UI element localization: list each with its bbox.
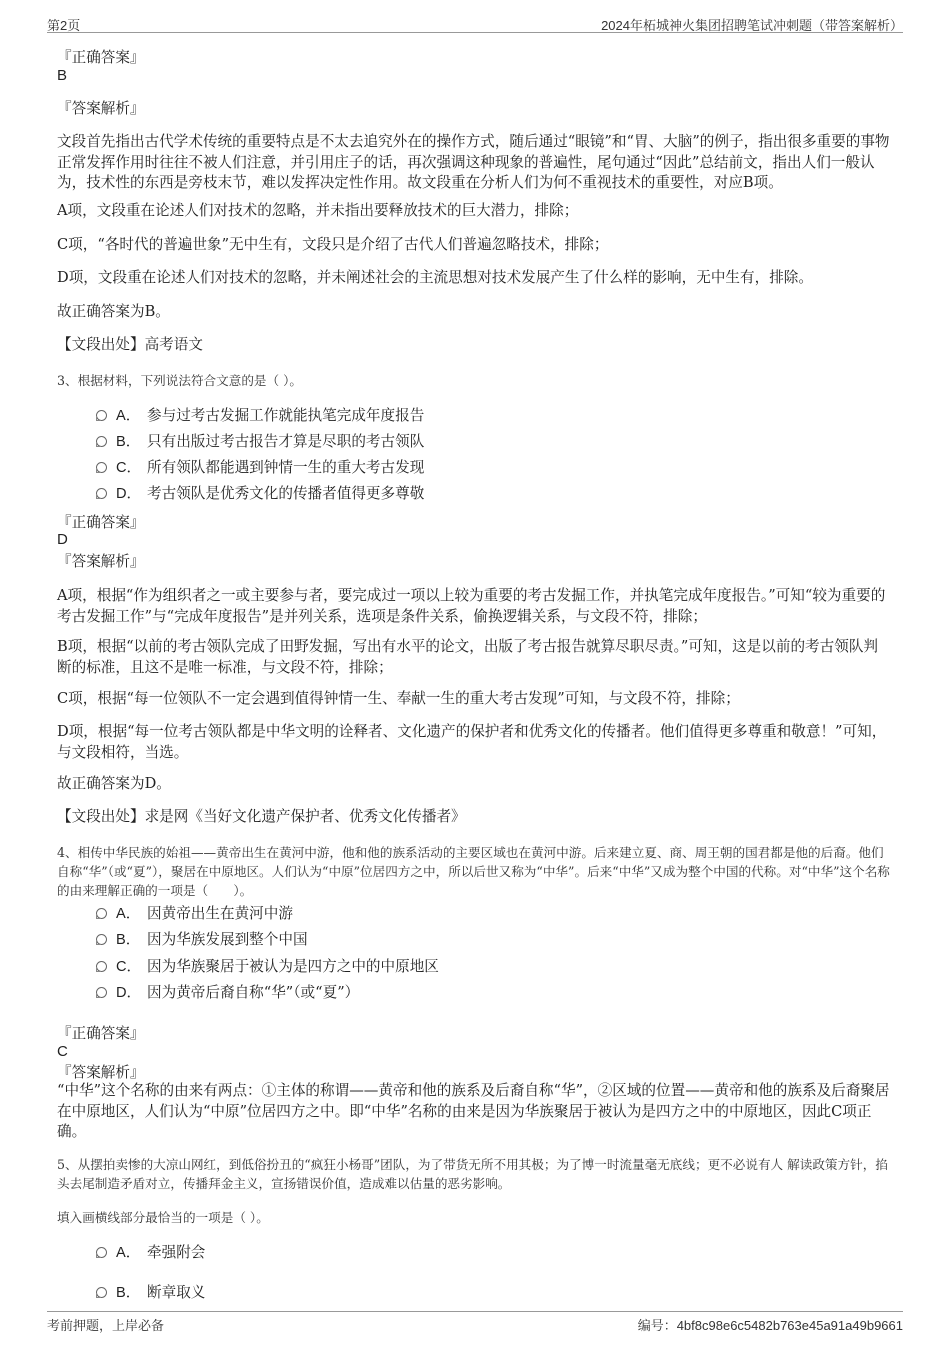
q2-conclusion: 故正确答案为B。 — [57, 303, 170, 320]
q3-analysis-option-d: D项，根据“每一位考古领队都是中华文明的诠释者、文化遗产的保护者和优秀文化的传播者。他们值得更多尊重和敬意！”可知，与文段相符，当选。 — [57, 723, 887, 761]
radio-icon[interactable] — [96, 987, 107, 998]
page-footer — [47, 1311, 903, 1334]
page-header — [47, 12, 903, 33]
q3-analysis-option-c: C项，根据“每一位领队不一定会遇到值得钟情一生、奉献一生的重大考古发现”可知，与文段不符，排除； — [57, 690, 740, 707]
q4-option-a[interactable]: A． 因黄帝出生在黄河中游 — [96, 904, 293, 924]
q5-option-b[interactable]: B． 断章取义 — [96, 1283, 205, 1303]
q2-analysis-option-d: D项，文段重在论述人们对技术的忽略，并未阐述社会的主流思想对技术发展产生了什么样的影响，无中生有，排除。 — [57, 269, 813, 286]
radio-icon[interactable] — [96, 1247, 107, 1258]
q5-option-a[interactable]: A． 牵强附会 — [96, 1243, 205, 1263]
q2-source: 【文段出处】高考语文 — [57, 336, 203, 353]
q4-stem: 4、相传中华民族的始祖——黄帝出生在黄河中游，他和他的族系活动的主要区域也在黄河中游。后来建立夏、商、周王朝的国君都是他的后裔。他们自称“华”（或“夏”），聚居在中原地区。人们认为“中原”位居四方之中，所以后世又称为“中华”。后来“中华”又成为整个中国的代称。对“中华”这个名称的由来理解正确的一项是（ ）。 — [57, 845, 890, 898]
q2-answer: B — [57, 67, 68, 84]
q5-stem: 5、从摆拍卖惨的大凉山网红，到低俗扮丑的“疯狂小杨哥”团队，为了带货无所不用其极；为了博一时流量毫无底线；更不必说有人 解读政策方针，掐头去尾制造矛盾对立，传播拜金主义，宣扬错误价值，造成难以估量的恶劣影响。 — [57, 1157, 888, 1191]
document-code: 编号：4bf8c98e6c5482b763e45a91a49b9661 — [637, 1318, 903, 1333]
radio-icon[interactable] — [96, 1287, 107, 1298]
q3-source: 【文段出处】求是网《当好文化遗产保护者、优秀文化传播者》 — [57, 808, 466, 825]
page-number: 第2页 — [47, 18, 81, 33]
radio-icon[interactable] — [96, 462, 107, 473]
q5-prompt: 填入画横线部分最恰当的一项是（ ）。 — [57, 1210, 269, 1225]
radio-icon[interactable] — [96, 436, 107, 447]
q3-conclusion: 故正确答案为D。 — [57, 775, 171, 792]
q3-option-c[interactable]: C． 所有领队都能遇到钟情一生的重大考古发现 — [96, 458, 424, 478]
q3-option-d[interactable]: D． 考古领队是优秀文化的传播者值得更多尊敬 — [96, 484, 424, 504]
q4-analysis: “中华”这个名称的由来有两点：①主体的称谓——黄帝和他的族系及后裔自称“华”，②区域的位置——黄帝和他的族系及后裔聚居在中原地区，人们认为“中原”位居四方之中。即“中华”名称的由来是因为华族聚居于被认为是四方之中的中原地区，因此C项正确。 — [57, 1082, 890, 1140]
document-title: 2024年柘城神火集团招聘笔试冲刺题（带答案解析） — [601, 18, 903, 33]
q3-analysis-heading: 『答案解析』 — [57, 553, 145, 570]
q3-option-b[interactable]: B． 只有出版过考古报告才算是尽职的考古领队 — [96, 432, 424, 452]
q3-stem: 3、根据材料，下列说法符合文意的是（ ）。 — [57, 373, 302, 388]
q3-option-a[interactable]: A． 参与过考古发掘工作就能执笔完成年度报告 — [96, 406, 424, 426]
radio-icon[interactable] — [96, 488, 107, 499]
q2-analysis-option-a: A项，文段重在论述人们对技术的忽略，并未指出要释放技术的巨大潜力，排除； — [57, 202, 579, 219]
q4-answer-heading: 『正确答案』 — [57, 1025, 145, 1042]
q4-option-c[interactable]: C． 因为华族聚居于被认为是四方之中的中原地区 — [96, 957, 439, 977]
footer-slogan: 考前押题，上岸必备 — [47, 1318, 165, 1333]
q4-option-b[interactable]: B． 因为华族发展到整个中国 — [96, 930, 308, 950]
q3-analysis-option-a: A项，根据“作为组织者之一或主要参与者，要完成过一项以上较为重要的考古发掘工作，并执笔完成年度报告。”可知“较为重要的考古发掘工作”与“完成年度报告”是并列关系，选项是条件关系，偷换逻辑关系，与文段不符，排除； — [57, 587, 886, 625]
q3-answer-heading: 『正确答案』 — [57, 514, 145, 531]
radio-icon[interactable] — [96, 908, 107, 919]
q4-analysis-heading: 『答案解析』 — [57, 1064, 145, 1081]
radio-icon[interactable] — [96, 961, 107, 972]
q3-answer: D — [57, 531, 68, 548]
q4-answer: C — [57, 1043, 68, 1060]
q2-analysis-option-c: C项，“各时代的普遍世象”无中生有，文段只是介绍了古代人们普遍忽略技术，排除； — [57, 236, 609, 253]
q4-option-d[interactable]: D． 因为黄帝后裔自称“华”（或“夏”） — [96, 983, 359, 1003]
radio-icon[interactable] — [96, 410, 107, 421]
radio-icon[interactable] — [96, 934, 107, 945]
q2-answer-heading: 『正确答案』 — [57, 49, 145, 66]
q3-analysis-option-b: B项，根据“以前的考古领队完成了田野发掘，写出有水平的论文，出版了考古报告就算尽职尽责。”可知，这是以前的考古领队判断的标准，且这不是唯一标准，与文段不符，排除； — [57, 638, 879, 676]
q2-analysis-heading: 『答案解析』 — [57, 100, 145, 117]
q2-analysis-paragraph: 文段首先指出古代学术传统的重要特点是不太去追究外在的操作方式，随后通过“眼镜”和“胃、大脑”的例子，指出很多重要的事物正常发挥作用时往往不被人们注意，并引用庄子的话，再次强调这种现象的普遍性，尾句通过“因此”总结前文，指出人们一般认为，技术性的东西是旁枝末节，难以发挥决定性作用。故文段重在分析人们为何不重视技术的重要性，对应B项。 — [57, 133, 890, 191]
